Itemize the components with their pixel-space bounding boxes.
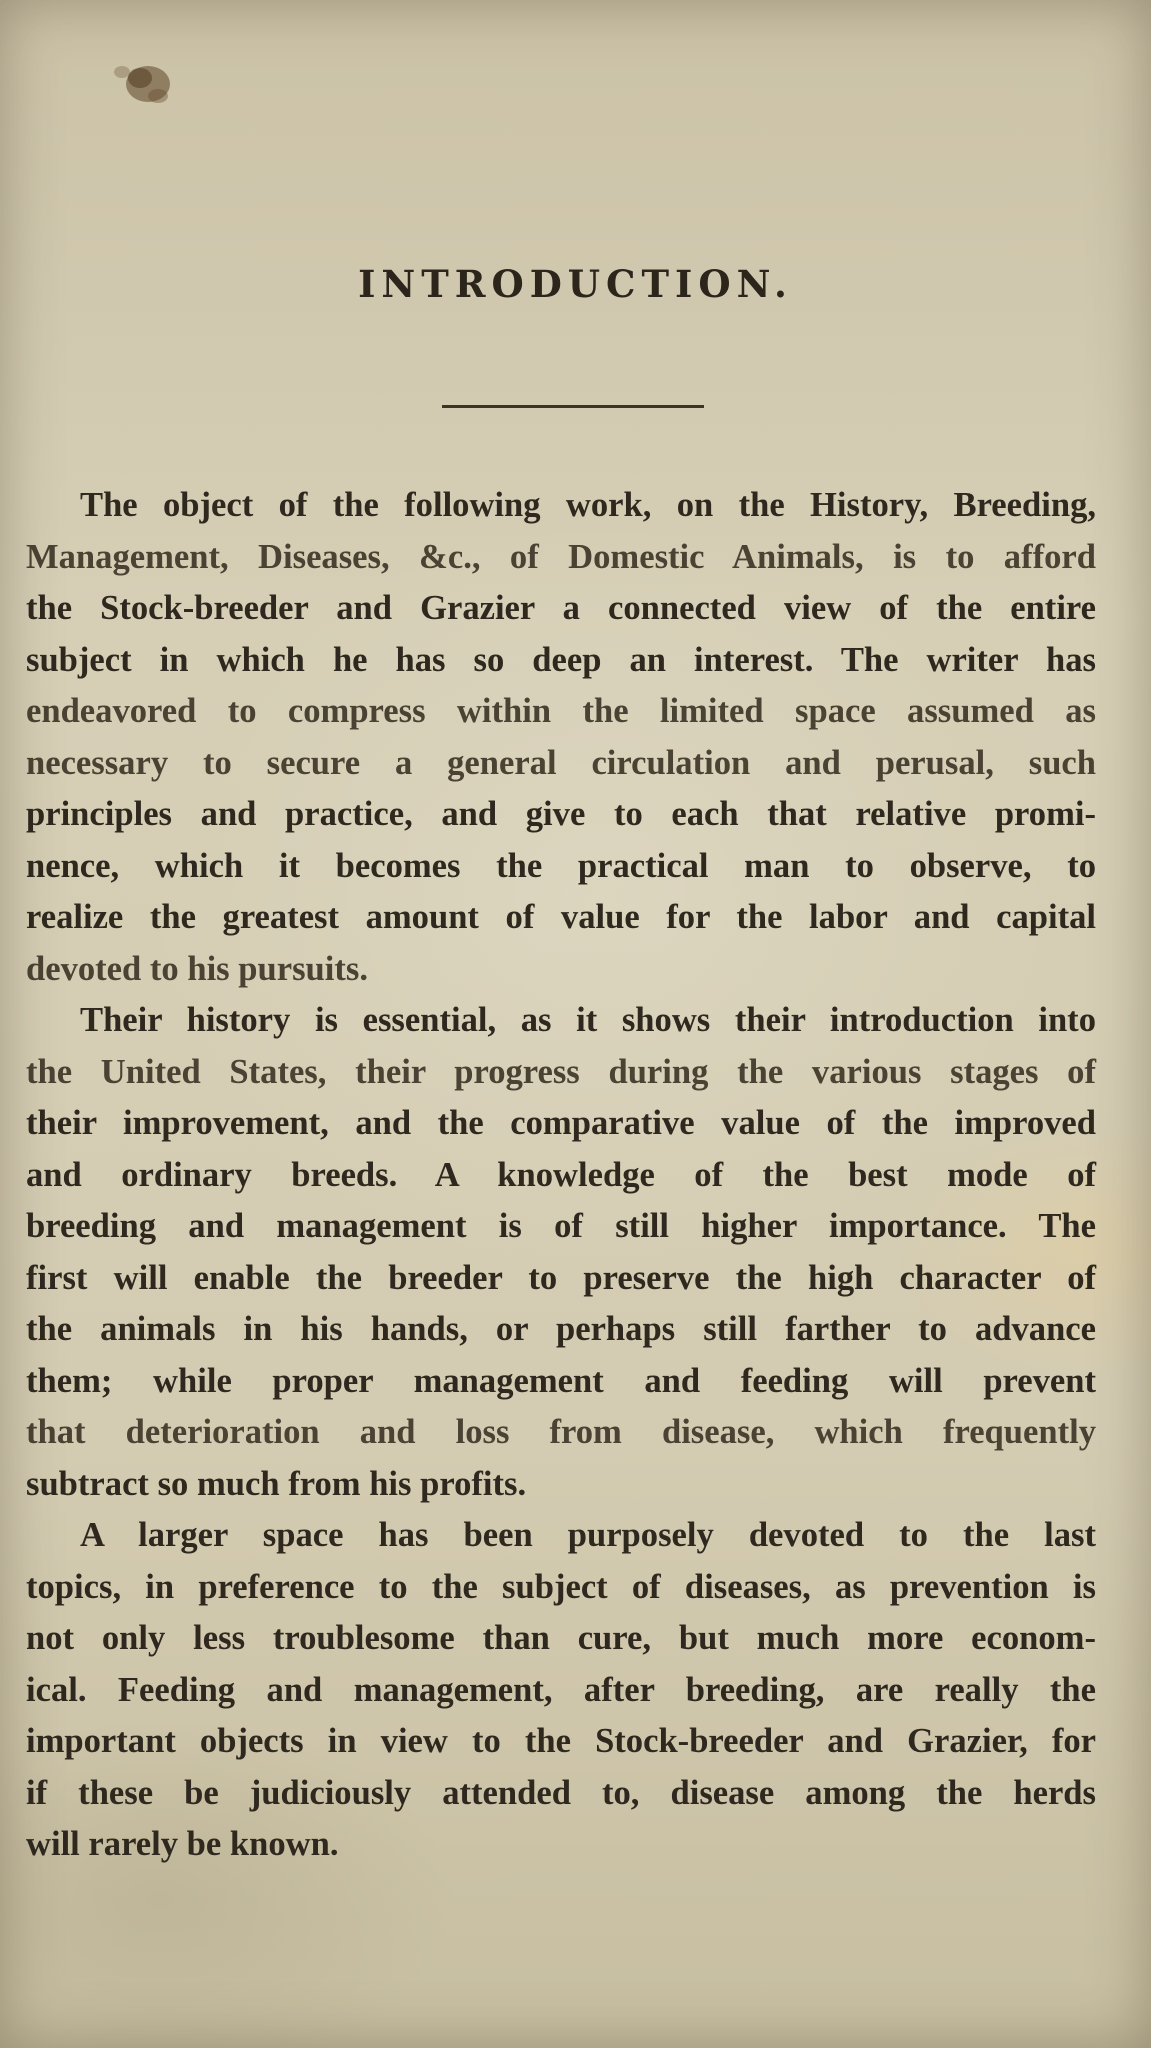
text-line: topics, in preference to the subject of diseases, as prevention is: [26, 1567, 1096, 1606]
text-line: the United States, their progress during the various stages of: [26, 1052, 1096, 1091]
paragraph-1: [26, 480, 1096, 995]
text-line: their improvement, and the comparative value of the improved: [26, 1104, 1096, 1142]
body-text: [26, 480, 1096, 1871]
text-line: necessary to secure a general circulation and perusal, such: [26, 743, 1096, 782]
page-title: INTRODUCTION.: [358, 262, 793, 306]
text-line: The object of the following work, on the History, Breeding,: [80, 486, 1096, 524]
text-line: not only less troublesome than cure, but much more econom-: [26, 1619, 1096, 1657]
text-line: realize the greatest amount of value for the labor and capital: [26, 898, 1096, 936]
text-line: important objects in view to the Stock-breeder and Grazier, for: [26, 1722, 1096, 1760]
text-line: devoted to his pursuits.: [26, 949, 368, 988]
text-line: breeding and management is of still higher importance. The: [26, 1207, 1096, 1245]
text-line: A larger space has been purposely devoted to the last: [80, 1516, 1096, 1554]
text-line: nence, which it becomes the practical man to observe, to: [26, 846, 1096, 885]
text-line: the Stock-breeder and Grazier a connected view of the entire: [26, 589, 1096, 627]
text-line: that deterioration and loss from disease, which frequently: [26, 1413, 1096, 1451]
text-line: them; while proper management and feeding will prevent: [26, 1361, 1096, 1400]
text-line: and ordinary breeds. A knowledge of the best mode of: [26, 1155, 1096, 1194]
paragraph-2: [26, 995, 1096, 1510]
ink-stain: [88, 50, 198, 120]
text-line: the animals in his hands, or perhaps still farther to advance: [26, 1310, 1096, 1348]
paragraph-3: [26, 1510, 1096, 1871]
title-rule: [442, 405, 704, 408]
text-line: will rarely be known.: [26, 1825, 339, 1863]
text-line: subtract so much from his profits.: [26, 1464, 527, 1503]
text-line: endeavored to compress within the limited space assumed as: [26, 692, 1096, 730]
text-line: subject in which he has so deep an interest. The writer has: [26, 640, 1096, 679]
text-line: first will enable the breeder to preserve the high character of: [26, 1258, 1096, 1297]
text-line: Management, Diseases, &c., of Domestic Animals, is to afford: [26, 537, 1096, 576]
text-line: Their history is essential, as it shows their introduction into: [80, 1001, 1096, 1039]
text-line: ical. Feeding and management, after breeding, are really the: [26, 1670, 1096, 1709]
text-line: principles and practice, and give to each that relative promi-: [26, 795, 1096, 833]
text-line: if these be judiciously attended to, disease among the herds: [26, 1773, 1096, 1812]
